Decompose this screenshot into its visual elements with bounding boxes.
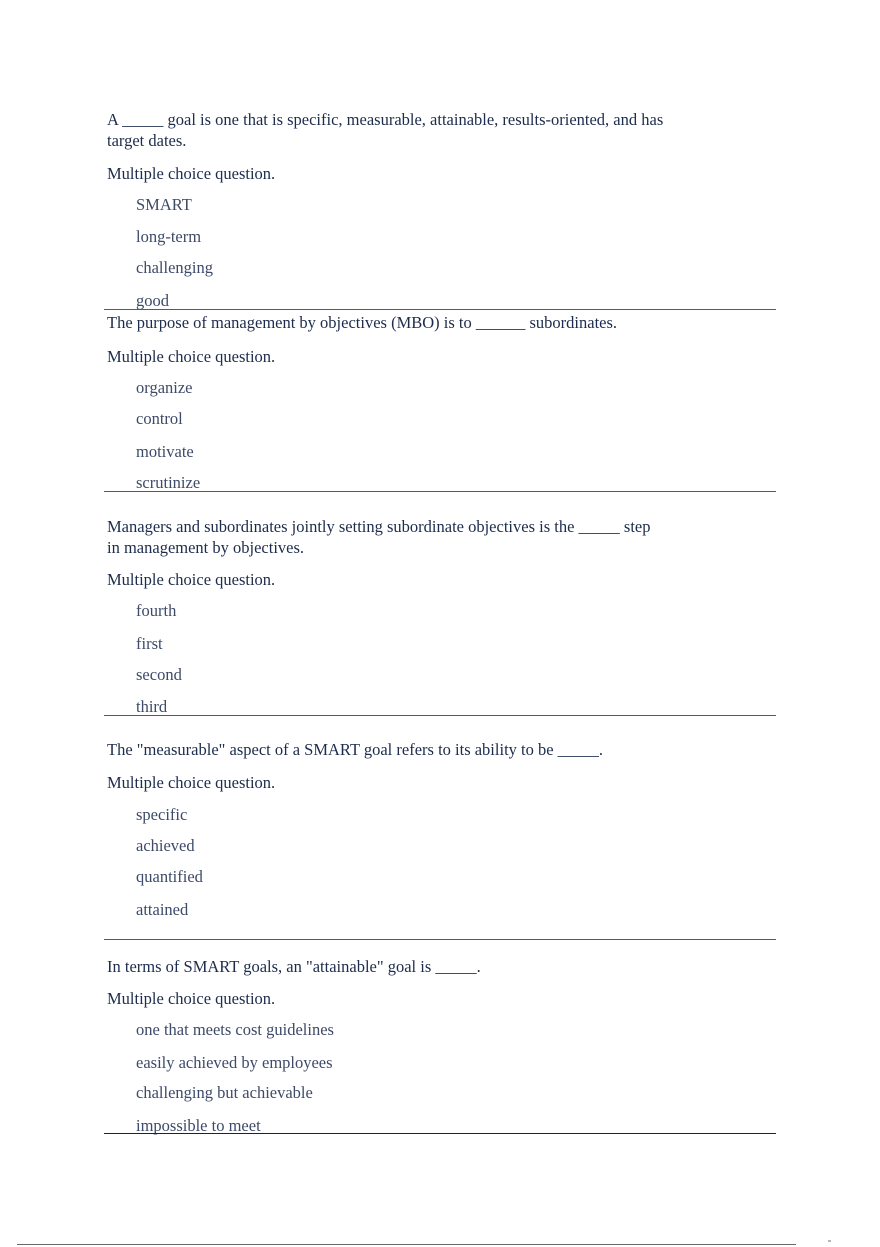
question-5-option-4[interactable]: impossible to meet xyxy=(136,1116,261,1135)
question-1-option-1[interactable]: SMART xyxy=(136,195,192,214)
question-4-option-4[interactable]: attained xyxy=(136,900,189,919)
question-5-prompt-line-1: In terms of SMART goals, an "attainable" goal is _____. xyxy=(107,957,481,976)
question-5-option-2[interactable]: easily achieved by employees xyxy=(136,1053,333,1072)
question-3-type-label: Multiple choice question. xyxy=(107,570,276,589)
question-2-option-4[interactable]: scrutinize xyxy=(136,473,201,492)
question-1-type-label: Multiple choice question. xyxy=(107,164,276,183)
question-divider xyxy=(104,939,776,940)
question-3-prompt-line-2: in management by objectives. xyxy=(107,538,305,557)
question-3-option-2[interactable]: first xyxy=(136,634,163,653)
question-divider xyxy=(104,1133,776,1134)
question-2-option-2[interactable]: control xyxy=(136,409,183,428)
question-4-option-1[interactable]: specific xyxy=(136,805,188,824)
question-1-prompt-line-2: target dates. xyxy=(107,131,187,150)
question-5-option-1[interactable]: one that meets cost guidelines xyxy=(136,1020,334,1039)
question-2-option-3[interactable]: motivate xyxy=(136,442,194,461)
question-4-type-label: Multiple choice question. xyxy=(107,773,276,792)
question-5-option-3[interactable]: challenging but achievable xyxy=(136,1083,313,1102)
question-5-type-label: Multiple choice question. xyxy=(107,989,276,1008)
question-divider xyxy=(104,491,776,492)
question-1-option-4[interactable]: good xyxy=(136,291,169,310)
question-2-prompt-line-1: The purpose of management by objectives (MBO) is to ______ subordinates. xyxy=(107,313,618,332)
question-2-option-1[interactable]: organize xyxy=(136,378,193,397)
question-4-option-2[interactable]: achieved xyxy=(136,836,195,855)
footer-mark xyxy=(828,1240,831,1242)
question-3-option-1[interactable]: fourth xyxy=(136,601,177,620)
question-divider xyxy=(104,309,776,310)
question-divider xyxy=(104,715,776,716)
question-1-option-2[interactable]: long-term xyxy=(136,227,202,246)
question-2-type-label: Multiple choice question. xyxy=(107,347,276,366)
question-3-option-4[interactable]: third xyxy=(136,697,168,716)
question-4-prompt-line-1: The "measurable" aspect of a SMART goal refers to its ability to be _____. xyxy=(107,740,604,759)
question-1-prompt-line-1: A _____ goal is one that is specific, measurable, attainable, results-oriented, and has xyxy=(107,110,664,129)
footer-rule xyxy=(17,1244,796,1245)
question-1-option-3[interactable]: challenging xyxy=(136,258,213,277)
question-4-option-3[interactable]: quantified xyxy=(136,867,203,886)
question-3-option-3[interactable]: second xyxy=(136,665,182,684)
question-3-prompt-line-1: Managers and subordinates jointly setting subordinate objectives is the _____ step xyxy=(107,517,651,536)
